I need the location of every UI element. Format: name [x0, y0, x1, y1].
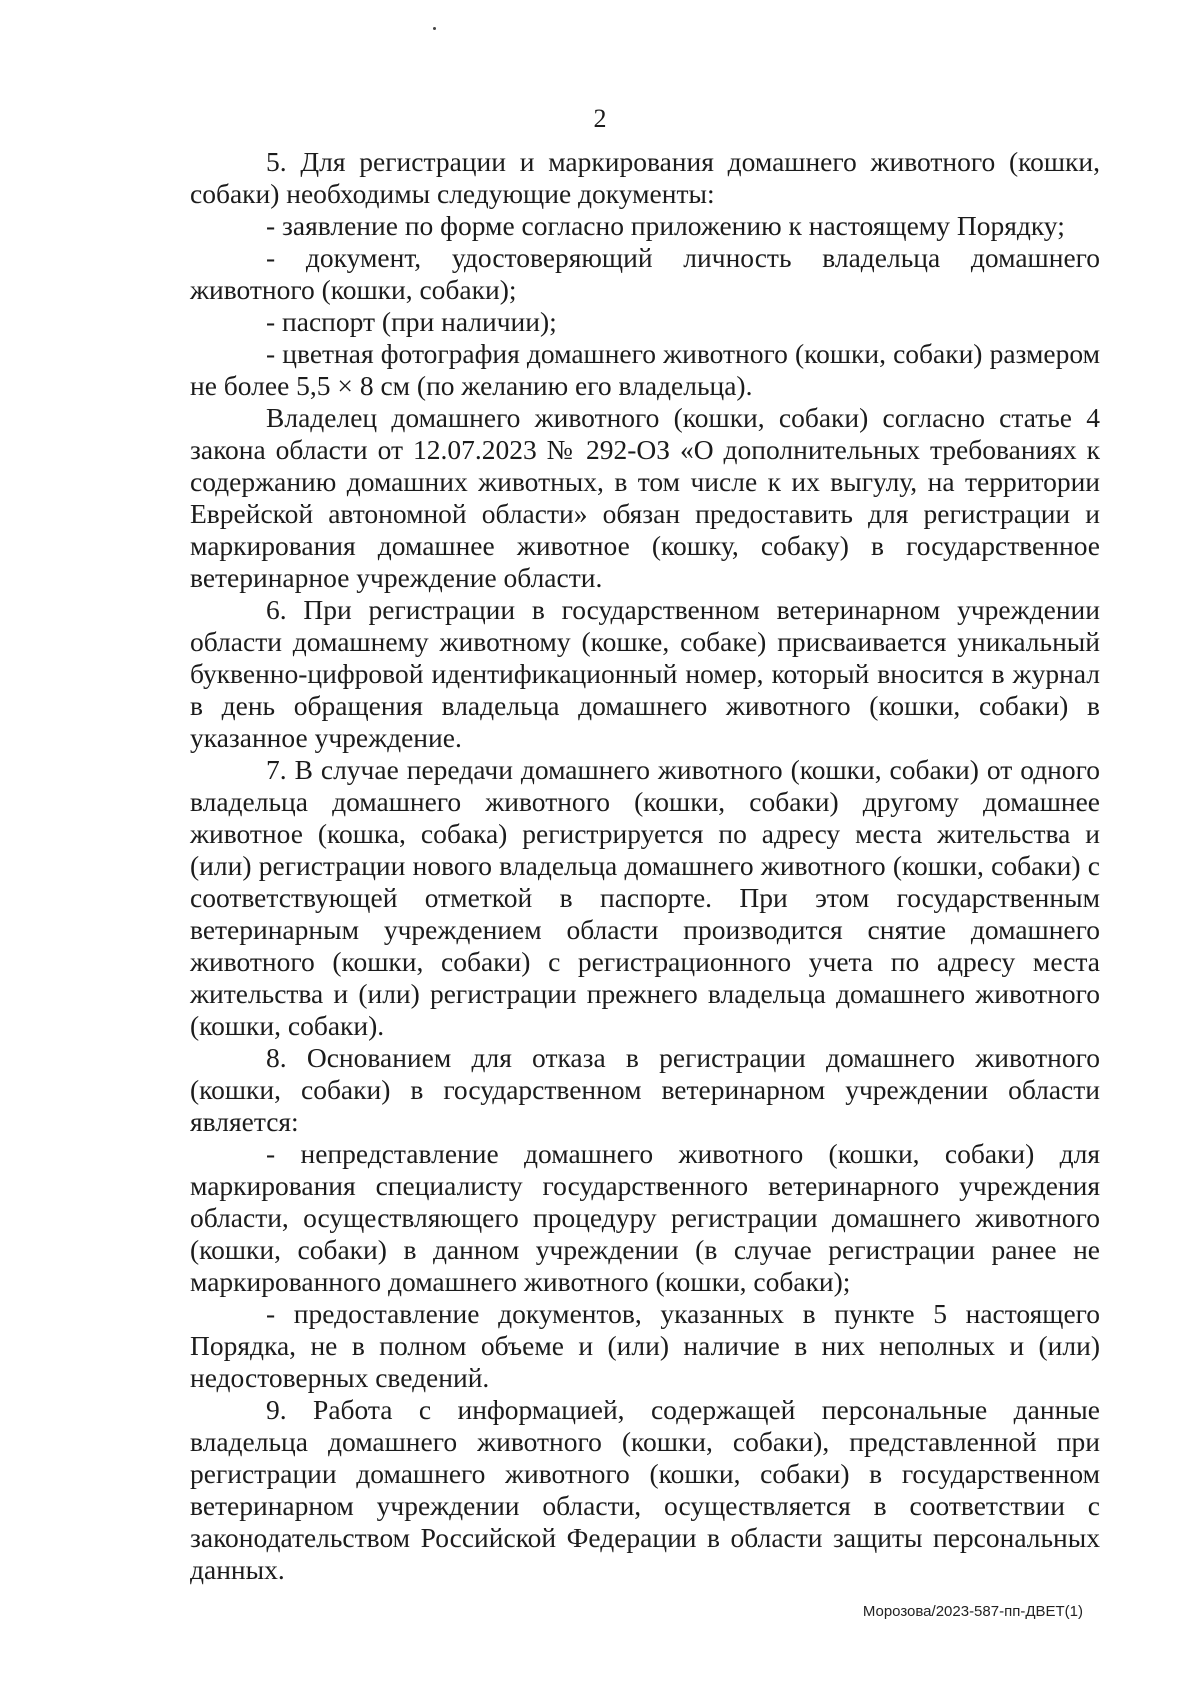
paragraph-7: 7. В случае передачи домашнего животного (кошки, собаки) от одного владельца домашнего животного (кошки, собаки) другому домашнее животное (кошка, собака) регистрируется по адресу места жительства и (или) регистрации нового владельца домашнего животного (кошки, собаки) с соответствующей отметкой в паспорте. При этом государственным ветеринарным учреждением области производится снятие домашнего животного (кошки, собаки) с регистрационного учета по адресу места жительства и (или) регистрации прежнего владельца домашнего животного (кошки, собаки).: [190, 754, 1100, 1041]
list-item-photo: - цветная фотография домашнего животного (кошки, собаки) размером не более 5,5 × 8 см (по желанию его владельца).: [190, 338, 1100, 401]
list-item-identity-document: - документ, удостоверяющий личность владельца домашнего животного (кошки, собаки);: [190, 242, 1100, 305]
paragraph-8: 8. Основанием для отказа в регистрации домашнего животного (кошки, собаки) в государственном ветеринарном учреждении области является:: [190, 1042, 1100, 1137]
list-item-incomplete-documents: - предоставление документов, указанных в пункте 5 настоящего Порядка, не в полном объеме и (или) наличие в них неполных и (или) недостоверных сведений.: [190, 1298, 1100, 1393]
document-body: [190, 146, 1100, 1586]
paragraph-6: 6. При регистрации в государственном ветеринарном учреждении области домашнему животному (кошке, собаке) присваивается уникальный буквенно-цифровой идентификационный номер, который вносится в журнал в день обращения владельца домашнего животного (кошки, собаки) в указанное учреждение.: [190, 594, 1100, 753]
document-code-footer: Морозова/2023-587-пп-ДВЕТ(1): [862, 1603, 1083, 1620]
list-item-passport: - паспорт (при наличии);: [266, 306, 557, 337]
page-number: 2: [593, 104, 607, 133]
paragraph-9: 9. Работа с информацией, содержащей персональные данные владельца домашнего животного (кошки, собаки), представленной при регистрации домашнего животного (кошки, собаки) в государственном ветеринарном учреждении области, осуществляется в соответствии с законодательством Российской Федерации в области защиты персональных данных.: [190, 1394, 1100, 1585]
list-item-non-presentation: - непредставление домашнего животного (кошки, собаки) для маркирования специалисту государственного ветеринарного учреждения области, осуществляющего процедуру регистрации домашнего животного (кошки, собаки) в данном учреждении (в случае регистрации ранее не маркированного домашнего животного (кошки, собаки);: [190, 1138, 1100, 1297]
paragraph-5: 5. Для регистрации и маркирования домашнего животного (кошки, собаки) необходимы следующие документы:: [190, 146, 1100, 209]
list-item-application: - заявление по форме согласно приложению к настоящему Порядку;: [266, 210, 1065, 241]
scan-speck: [433, 27, 436, 30]
paragraph-owner-obligation: Владелец домашнего животного (кошки, собаки) согласно статье 4 закона области от 12.07.2023 № 292-ОЗ «О дополнительных требованиях к содержанию домашних животных, в том числе к их выгулу, на территории Еврейской автономной области» обязан предоставить для регистрации и маркирования домашнее животное (кошку, собаку) в государственное ветеринарное учреждение области.: [190, 402, 1100, 593]
